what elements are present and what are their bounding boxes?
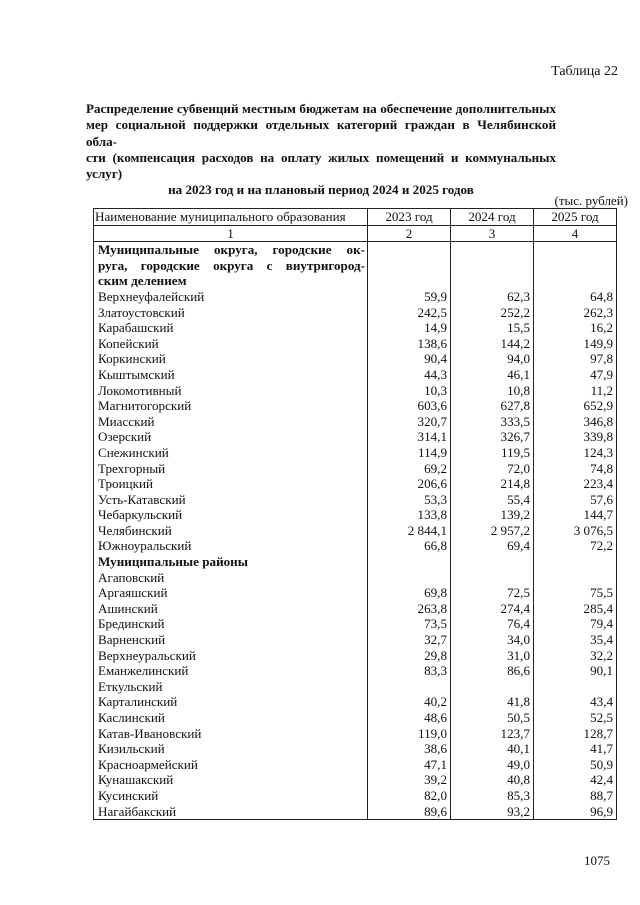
- table-row: [94, 383, 617, 399]
- value-2024: [451, 679, 534, 695]
- column-number: 2: [368, 225, 451, 242]
- value-2025: 97,8: [534, 351, 617, 367]
- value-2023: 89,6: [368, 804, 451, 820]
- value-2024: 69,4: [451, 538, 534, 554]
- value-2025: 74,8: [534, 461, 617, 477]
- subvention-table: [93, 208, 617, 820]
- value-2023: 40,2: [368, 694, 451, 710]
- table-row: [94, 741, 617, 757]
- table-row: [94, 492, 617, 508]
- value-2023: 83,3: [368, 663, 451, 679]
- value-2024: 15,5: [451, 320, 534, 336]
- table-row: [94, 694, 617, 710]
- municipality-name: Кусинский: [94, 788, 368, 804]
- municipality-name: Чебаркульский: [94, 507, 368, 523]
- municipality-name: Красноармейский: [94, 757, 368, 773]
- value-2023: 59,9: [368, 289, 451, 305]
- value-2023: 47,1: [368, 757, 451, 773]
- value-2024: 214,8: [451, 476, 534, 492]
- table-row: [94, 538, 617, 554]
- value-2024: 119,5: [451, 445, 534, 461]
- value-2024: 40,8: [451, 772, 534, 788]
- value-2023: 206,6: [368, 476, 451, 492]
- municipality-name: Катав-Ивановский: [94, 726, 368, 742]
- value-2025: 35,4: [534, 632, 617, 648]
- value-2025: 144,7: [534, 507, 617, 523]
- value-2025: 79,4: [534, 616, 617, 632]
- value-2025: 43,4: [534, 694, 617, 710]
- municipality-name: Брединский: [94, 616, 368, 632]
- value-2025: 346,8: [534, 414, 617, 430]
- value-2023: 119,0: [368, 726, 451, 742]
- value-2024: 93,2: [451, 804, 534, 820]
- value-2024: 123,7: [451, 726, 534, 742]
- value-2024: 34,0: [451, 632, 534, 648]
- municipality-name: Южноуральский: [94, 538, 368, 554]
- section-title-city-districts: [94, 242, 368, 289]
- value-2025: 57,6: [534, 492, 617, 508]
- table-row: [94, 710, 617, 726]
- municipality-name: Челябинский: [94, 523, 368, 539]
- value-2023: 138,6: [368, 336, 451, 352]
- value-2023: 14,9: [368, 320, 451, 336]
- section-title-line: Муниципальные округа, городские ок-: [98, 242, 365, 258]
- title-line: сти (компенсация расходов на оплату жилых помещений и коммунальных услуг): [86, 149, 556, 182]
- value-2024: 72,5: [451, 585, 534, 601]
- table-number-label: Таблица 22: [551, 64, 618, 79]
- table-row: [94, 523, 617, 539]
- value-2024: 62,3: [451, 289, 534, 305]
- value-2025: 149,9: [534, 336, 617, 352]
- municipality-name: Озерский: [94, 429, 368, 445]
- table-row: [94, 585, 617, 601]
- municipality-name: Кунашакский: [94, 772, 368, 788]
- column-number: 4: [534, 225, 617, 242]
- table-row: [94, 507, 617, 523]
- value-2024: 333,5: [451, 414, 534, 430]
- municipality-name: Нагайбакский: [94, 804, 368, 820]
- municipality-name: Аргаяшский: [94, 585, 368, 601]
- table-row: [94, 616, 617, 632]
- value-2024: 627,8: [451, 398, 534, 414]
- value-2025: 47,9: [534, 367, 617, 383]
- value-2024: 144,2: [451, 336, 534, 352]
- column-header-2024: 2024 год: [451, 209, 534, 226]
- value-2024: 40,1: [451, 741, 534, 757]
- column-header-2023: 2023 год: [368, 209, 451, 226]
- value-2025: 75,5: [534, 585, 617, 601]
- value-2023: 48,6: [368, 710, 451, 726]
- table-row: [94, 367, 617, 383]
- value-2024: 94,0: [451, 351, 534, 367]
- value-2025: 128,7: [534, 726, 617, 742]
- value-2024: 55,4: [451, 492, 534, 508]
- value-2023: [368, 679, 451, 695]
- value-2024: 10,8: [451, 383, 534, 399]
- municipality-name: Верхнеуфалейский: [94, 289, 368, 305]
- value-2024: 252,2: [451, 305, 534, 321]
- value-2023: 32,7: [368, 632, 451, 648]
- municipality-name: Коркинский: [94, 351, 368, 367]
- value-2023: 314,1: [368, 429, 451, 445]
- value-2025: 285,4: [534, 601, 617, 617]
- value-2024: 139,2: [451, 507, 534, 523]
- value-2023: 69,2: [368, 461, 451, 477]
- table-row: [94, 679, 617, 695]
- value-2025: 652,9: [534, 398, 617, 414]
- value-2023: 90,4: [368, 351, 451, 367]
- table-row: [94, 476, 617, 492]
- value-2023: 2 844,1: [368, 523, 451, 539]
- value-2024: 46,1: [451, 367, 534, 383]
- value-2023: 39,2: [368, 772, 451, 788]
- table-row: [94, 788, 617, 804]
- table-row: [94, 772, 617, 788]
- municipality-name: Каслинский: [94, 710, 368, 726]
- table-row: [94, 429, 617, 445]
- table-row: [94, 757, 617, 773]
- municipality-name: Троицкий: [94, 476, 368, 492]
- municipality-name: Снежинский: [94, 445, 368, 461]
- document-title: [86, 101, 556, 199]
- column-number-row: [94, 225, 617, 242]
- value-2025: 223,4: [534, 476, 617, 492]
- value-2025: [534, 570, 617, 586]
- value-2023: 53,3: [368, 492, 451, 508]
- value-2025: 16,2: [534, 320, 617, 336]
- value-2024: 86,6: [451, 663, 534, 679]
- value-2025: 3 076,5: [534, 523, 617, 539]
- value-2023: [368, 570, 451, 586]
- value-2025: 339,8: [534, 429, 617, 445]
- value-2023: 44,3: [368, 367, 451, 383]
- value-2023: 603,6: [368, 398, 451, 414]
- municipality-name: Ашинский: [94, 601, 368, 617]
- value-2023: 242,5: [368, 305, 451, 321]
- title-line: мер социальной поддержки отдельных категорий граждан в Челябинской обла-: [86, 117, 556, 149]
- value-2025: 42,4: [534, 772, 617, 788]
- municipality-name: Еткульский: [94, 679, 368, 695]
- value-2023: 73,5: [368, 616, 451, 632]
- table-row: [94, 726, 617, 742]
- value-2025: 90,1: [534, 663, 617, 679]
- table-row: [94, 305, 617, 321]
- municipality-name: Карабашский: [94, 320, 368, 336]
- municipality-name: Кыштымский: [94, 367, 368, 383]
- value-2024: 50,5: [451, 710, 534, 726]
- title-line: на 2023 год и на плановый период 2024 и 2025 годов: [168, 182, 474, 198]
- table-row: [94, 804, 617, 820]
- municipality-name: Локомотивный: [94, 383, 368, 399]
- title-line: Распределение субвенций местным бюджетам на обеспечение дополнительных: [86, 101, 556, 116]
- value-2023: 66,8: [368, 538, 451, 554]
- municipality-name: Еманжелинский: [94, 663, 368, 679]
- municipality-name: Усть-Катавский: [94, 492, 368, 508]
- value-2025: 64,8: [534, 289, 617, 305]
- value-2024: 72,0: [451, 461, 534, 477]
- value-2024: 2 957,2: [451, 523, 534, 539]
- value-2024: 49,0: [451, 757, 534, 773]
- value-2024: 85,3: [451, 788, 534, 804]
- municipality-name: Копейский: [94, 336, 368, 352]
- value-2025: 50,9: [534, 757, 617, 773]
- table-row: [94, 351, 617, 367]
- table-header-row: [94, 209, 617, 226]
- value-2023: 320,7: [368, 414, 451, 430]
- section-header-row: [94, 242, 617, 289]
- municipality-name: Миасский: [94, 414, 368, 430]
- table-row: [94, 398, 617, 414]
- municipality-name: Варненский: [94, 632, 368, 648]
- value-2023: 38,6: [368, 741, 451, 757]
- value-2025: 52,5: [534, 710, 617, 726]
- value-2025: 88,7: [534, 788, 617, 804]
- table-row: [94, 663, 617, 679]
- column-header-name: Наименование муниципального образования: [94, 209, 368, 226]
- municipality-name: Магнитогорский: [94, 398, 368, 414]
- municipality-name: Златоустовский: [94, 305, 368, 321]
- value-2024: 31,0: [451, 648, 534, 664]
- value-2024: 326,7: [451, 429, 534, 445]
- municipality-name: Трехгорный: [94, 461, 368, 477]
- table-row: [94, 461, 617, 477]
- table-row: [94, 320, 617, 336]
- value-2025: 32,2: [534, 648, 617, 664]
- value-2025: 11,2: [534, 383, 617, 399]
- table-row: [94, 336, 617, 352]
- column-header-2025: 2025 год: [534, 209, 617, 226]
- value-2023: 29,8: [368, 648, 451, 664]
- value-2023: 133,8: [368, 507, 451, 523]
- value-2023: 114,9: [368, 445, 451, 461]
- table-row: [94, 648, 617, 664]
- table-row: [94, 632, 617, 648]
- value-2024: 76,4: [451, 616, 534, 632]
- section-title-line: ским делением: [98, 273, 187, 289]
- section-header-row: [94, 554, 617, 570]
- value-2025: 41,7: [534, 741, 617, 757]
- value-2025: 72,2: [534, 538, 617, 554]
- table-row: [94, 445, 617, 461]
- value-2023: 263,8: [368, 601, 451, 617]
- municipality-name: Агаповский: [94, 570, 368, 586]
- page-number: 1075: [584, 853, 610, 868]
- municipality-name: Кизильский: [94, 741, 368, 757]
- value-2025: 124,3: [534, 445, 617, 461]
- units-label: (тыс. рублей): [554, 193, 628, 208]
- column-number: 1: [94, 225, 368, 242]
- value-2024: [451, 570, 534, 586]
- table-row: [94, 601, 617, 617]
- value-2025: 96,9: [534, 804, 617, 820]
- municipality-name: Карталинский: [94, 694, 368, 710]
- value-2023: 82,0: [368, 788, 451, 804]
- municipality-name: Верхнеуральский: [94, 648, 368, 664]
- table-row: [94, 570, 617, 586]
- value-2025: 262,3: [534, 305, 617, 321]
- table-row: [94, 289, 617, 305]
- value-2023: 10,3: [368, 383, 451, 399]
- value-2024: 274,4: [451, 601, 534, 617]
- value-2024: 41,8: [451, 694, 534, 710]
- table-row: [94, 414, 617, 430]
- column-number: 3: [451, 225, 534, 242]
- section-title-municipal-districts: Муниципальные районы: [94, 554, 368, 570]
- value-2023: 69,8: [368, 585, 451, 601]
- value-2025: [534, 679, 617, 695]
- section-title-line: руга, городские округа с внутригород-: [98, 257, 365, 273]
